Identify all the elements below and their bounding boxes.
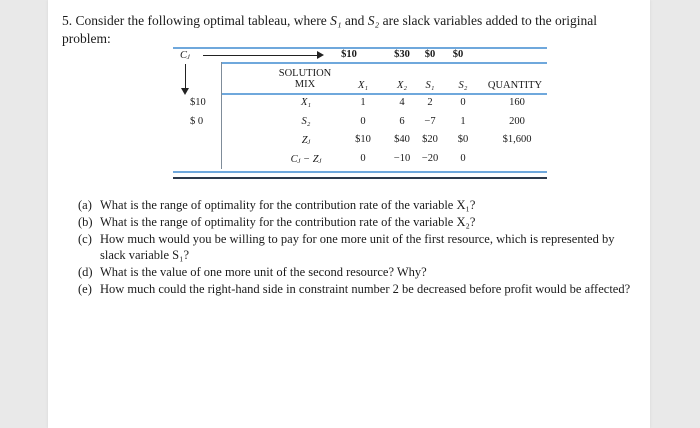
- tableau-bottom-rule-dark: [173, 177, 547, 179]
- cj-label: Cⱼ: [180, 50, 190, 61]
- column-header-rule: [221, 93, 547, 95]
- cj-arrow-line: [203, 55, 318, 56]
- solution-mix-line2: MIX: [294, 79, 316, 90]
- row-cj: $10: [190, 97, 206, 108]
- problem-and: and: [344, 13, 365, 28]
- row-value: 6: [399, 116, 405, 127]
- cj-value: $0: [424, 49, 436, 60]
- question-item: [78, 197, 638, 214]
- solution-mix-line1: SOLUTION: [278, 68, 332, 79]
- zj-value: $40: [394, 134, 410, 145]
- col-header-x1: X₁: [357, 80, 369, 91]
- cj-value: $30: [394, 49, 410, 60]
- question-text: What is the range of optimality for the contribution rate of the variable X₂?: [100, 214, 476, 229]
- cj-zj-value: −20: [421, 153, 439, 164]
- col-header-x2: X₂: [396, 80, 408, 91]
- question-label: (a): [78, 198, 92, 212]
- row-mix: S₂: [301, 116, 311, 127]
- question-text: How much would you be willing to pay for one more unit of the first resource, which is represented by slack variable S₁?: [100, 231, 615, 263]
- problem-statement: [62, 12, 632, 48]
- var-s2: S₂: [367, 13, 380, 28]
- header-rule: [221, 62, 547, 64]
- cj-zj-value: 0: [460, 153, 466, 164]
- cj-zj-value: 0: [360, 153, 366, 164]
- row-value: 2: [427, 97, 433, 108]
- question-item: [78, 214, 638, 231]
- question-text: What is the value of one more unit of the second resource? Why?: [100, 265, 427, 280]
- tableau-top-rule: [173, 47, 547, 49]
- cj-value: $10: [341, 49, 357, 60]
- tableau-bottom-rule: [173, 171, 547, 173]
- question-item: [78, 281, 638, 298]
- tableau-divider: [221, 62, 222, 169]
- zj-quantity: $1,600: [502, 134, 532, 145]
- question-label: (d): [78, 265, 93, 280]
- row-value: 0: [460, 97, 466, 108]
- cj-zj-label: Cⱼ − Zⱼ: [290, 154, 322, 165]
- zj-label: Zⱼ: [301, 135, 311, 146]
- row-arrow-down-icon: [181, 88, 189, 95]
- simplex-tableau: [173, 44, 547, 184]
- col-header-s1: S₁: [425, 80, 435, 91]
- problem-number: 5.: [62, 13, 73, 28]
- row-value: 4: [399, 97, 405, 108]
- question-item: [78, 264, 638, 281]
- col-header-quantity: QUANTITY: [487, 80, 543, 91]
- question-text: What is the range of optimality for the contribution rate of the variable X₁?: [100, 198, 476, 212]
- row-value: 1: [460, 116, 466, 127]
- question-item: [78, 231, 638, 265]
- row-value: 1: [360, 97, 366, 108]
- row-value: 0: [360, 116, 366, 127]
- cj-value: $0: [452, 49, 464, 60]
- row-quantity: 200: [509, 116, 525, 127]
- cj-arrow-icon: [317, 51, 324, 59]
- row-quantity: 160: [509, 97, 525, 108]
- document-page: [48, 0, 650, 428]
- question-label: (c): [78, 231, 92, 246]
- question-text: How much could the right-hand side in constraint number 2 be decreased before profit would be affected?: [100, 281, 631, 296]
- row-arrow-line: [185, 64, 186, 90]
- zj-value: $10: [355, 134, 371, 145]
- cj-zj-value: −10: [393, 153, 411, 164]
- var-s1: S₁: [330, 13, 342, 28]
- problem-text-before: Consider the following optimal tableau, where: [75, 13, 327, 28]
- solution-mix-header: [279, 68, 332, 90]
- question-label: (e): [78, 281, 92, 296]
- row-cj: $ 0: [190, 116, 204, 127]
- zj-value: $20: [422, 134, 438, 145]
- question-list: [78, 197, 638, 298]
- col-header-s2: S₂: [458, 80, 468, 91]
- row-value: −7: [424, 116, 436, 127]
- zj-value: $0: [457, 134, 469, 145]
- row-mix: X₁: [300, 97, 312, 108]
- question-label: (b): [78, 214, 93, 229]
- problem-text-after: are slack variables added to the original problem:: [62, 13, 598, 46]
